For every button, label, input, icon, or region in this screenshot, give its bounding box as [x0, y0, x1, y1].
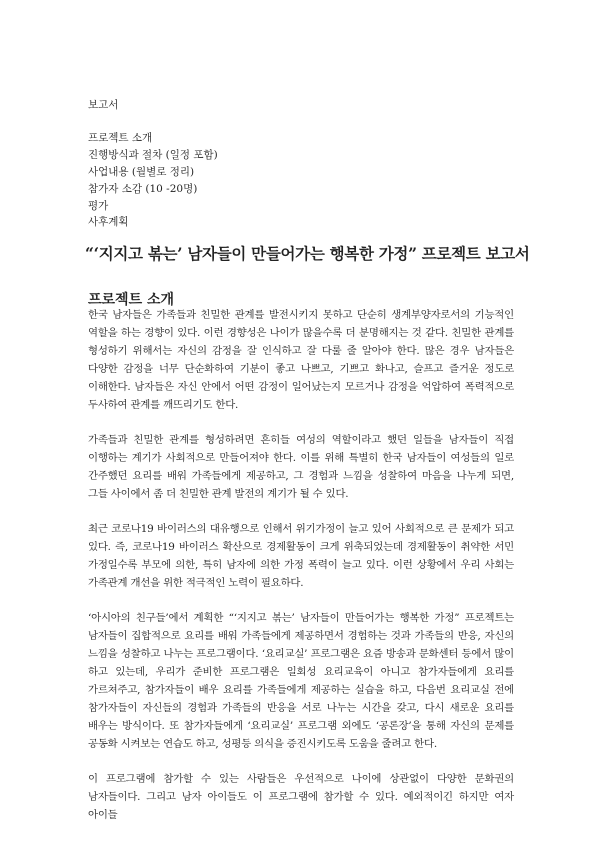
toc-item: 프로젝트 소개 [88, 132, 153, 144]
table-of-contents [88, 130, 218, 231]
toc-item: 진행방식과 절차 (일정 포함) [88, 148, 218, 161]
report-title: “‘지지고 볶는’ 남자들이 만들어가는 행복한 가정” 프로젝트 보고서 [85, 244, 530, 263]
body-paragraph: ‘아시아의 친구들’에서 계획한 “‘지지고 볶는’ 남자들이 만들어가는 행복한 가정” 프로젝트는 남자들이 집합적으로 요리를 배워 가족들에게 제공하면서 경험하는 것과 가족들의 반응, 자신의 느낌을 성찰하고 나누는 프로그램이다. ‘요리교실’ 프로그램은 요즘 방송과 문화센터 등에서 많이 하고 있는데, 우리가 준비한 프로그램은 일회성 요리교육이 아니고 참가자들에게 요리를 가르쳐주고, 참가자들이 배우 요리를 가족들에게 제공하는 실습을 하고, 다음번 요리교실 전에 참가자들이 자신들의 경험과 가족들의 반응을 서로 나누는 시간을 갖고, 다시 새로운 요리를 배우는 방식이다. 또 참가자들에게 ‘요리교실’ 프로그램 외에도 ‘공론장’을 통해 자신의 문제를 공동화 시켜보는 연습도 하고, 성평등 의식을 증진시키도록 도움을 줄려고 한다. [88, 612, 514, 750]
toc-item: 사후계획 [88, 216, 129, 229]
section-heading: 프로젝트 소개 [88, 292, 175, 308]
body-paragraph: 이 프로그램에 참가할 수 있는 사람들은 우선적으로 나이에 상관없이 다양한 문화권의 남자들이다. 그리고 남자 아이들도 이 프로그램에 참가할 수 있다. 예외적이긴 하지만 여자 아이들 [88, 773, 514, 821]
body-paragraph: 한국 남자들은 가족들과 친밀한 관계를 발전시키지 못하고 단순히 생계부양자로서의 기능적인 역할을 하는 경향이 있다. 이런 경향성은 나이가 많을수록 더 분명해지는 것 같다. 친밀한 관계를 형성하기 위해서는 자신의 감정을 잘 인식하고 잘 다룰 줄 알아야 한다. 많은 경우 남자들은 다양한 감정을 너무 단순화하여 기분이 좋고 나쁘고, 기쁘고 화나고, 슬프고 즐거운 정도로 이해한다. 남자들은 자신 안에서 어떤 감정이 일어났는지 모르거나 감정을 억압하여 폭력적으로 두사하여 관계를 깨뜨리기도 한다. [88, 309, 514, 411]
body-paragraph: 가족들과 친밀한 관계를 형성하려면 흔히들 여성의 역할이라고 했던 일들을 남자들이 직접 이행하는 계기가 사회적으로 만들어져야 한다. 이를 위해 특별히 한국 남자들이 여성들의 일로 간주했던 요리를 배워 가족들에게 제공하고, 그 경험과 느낌을 성찰하여 마음을 나누게 되면, 그들 사이에서 좀 더 친밀한 관계 발전의 계기가 될 수 있다. [88, 434, 514, 500]
toc-item: 평가 [88, 199, 109, 212]
toc-item: 참가자 소감 (10 -20명) [88, 182, 198, 195]
toc-item: 사업내용 (월별로 정리) [88, 165, 195, 178]
document-label: 보고서 [88, 99, 119, 111]
body-paragraph: 최근 코로나19 바이러스의 대유행으로 인해서 위기가정이 늘고 있어 사회적으로 큰 문제가 되고 있다. 즉, 코로나19 바이러스 확산으로 경제활동이 크게 위축되었는데 경제활동이 취약한 서민 가정일수록 부모에 의한, 특히 남자에 의한 가정 폭력이 늘고 있다. 이런 상황에서 우리 사회는 가족관계 개선을 위한 적극적인 노력이 필요하다. [88, 523, 514, 589]
section-body [88, 306, 514, 841]
